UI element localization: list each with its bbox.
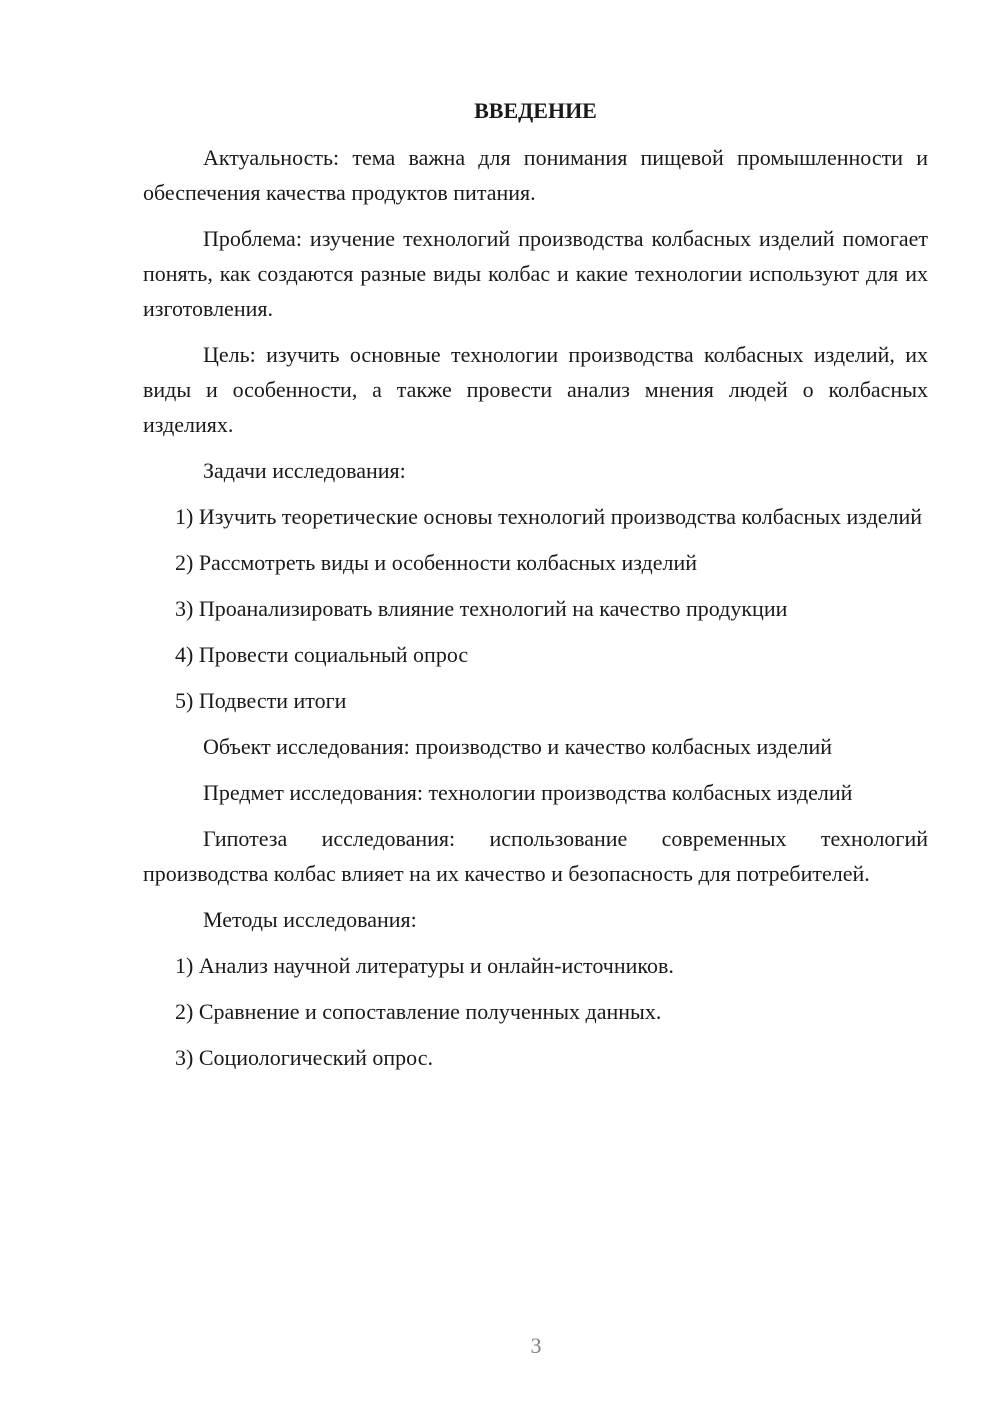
paragraph-subject: Предмет исследования: технологии производства колбасных изделий xyxy=(203,780,853,805)
method-item-2: 2) Сравнение и сопоставление полученных данных. xyxy=(175,999,662,1024)
task-item-1: 1) Изучить теоретические основы технологий производства колбасных изделий xyxy=(175,504,923,529)
task-item-4: 4) Провести социальный опрос xyxy=(175,642,469,667)
paragraph-hypothesis: Гипотеза исследования: использование современных технологий производства колбас влияет на их качество и безопасность для потребителей. xyxy=(143,826,928,886)
task-item-5: 5) Подвести итоги xyxy=(175,688,347,713)
tasks-heading: Задачи исследования: xyxy=(203,458,406,483)
paragraph-object: Объект исследования: производство и качество колбасных изделий xyxy=(203,734,833,759)
method-item-3: 3) Социологический опрос. xyxy=(175,1045,433,1070)
methods-heading: Методы исследования: xyxy=(203,907,417,932)
document-body xyxy=(143,96,928,1086)
task-item-3: 3) Проанализировать влияние технологий на качество продукции xyxy=(175,596,788,621)
section-title: ВВЕДЕНИЕ xyxy=(474,98,597,123)
method-item-1: 1) Анализ научной литературы и онлайн-источников. xyxy=(175,953,674,978)
paragraph-problem: Проблема: изучение технологий производства колбасных изделий помогает понять, как создаются разные виды колбас и какие технологии используют для их изготовления. xyxy=(143,226,928,321)
task-item-2: 2) Рассмотреть виды и особенности колбасных изделий xyxy=(175,550,698,575)
paragraph-goal: Цель: изучить основные технологии производства колбасных изделий, их виды и особенности, а также провести анализ мнения людей о колбасных изделиях. xyxy=(143,342,928,437)
paragraph-relevance: Актуальность: тема важна для понимания пищевой промышленности и обеспечения качества продуктов питания. xyxy=(143,145,928,205)
page-number: 3 xyxy=(530,1333,542,1358)
